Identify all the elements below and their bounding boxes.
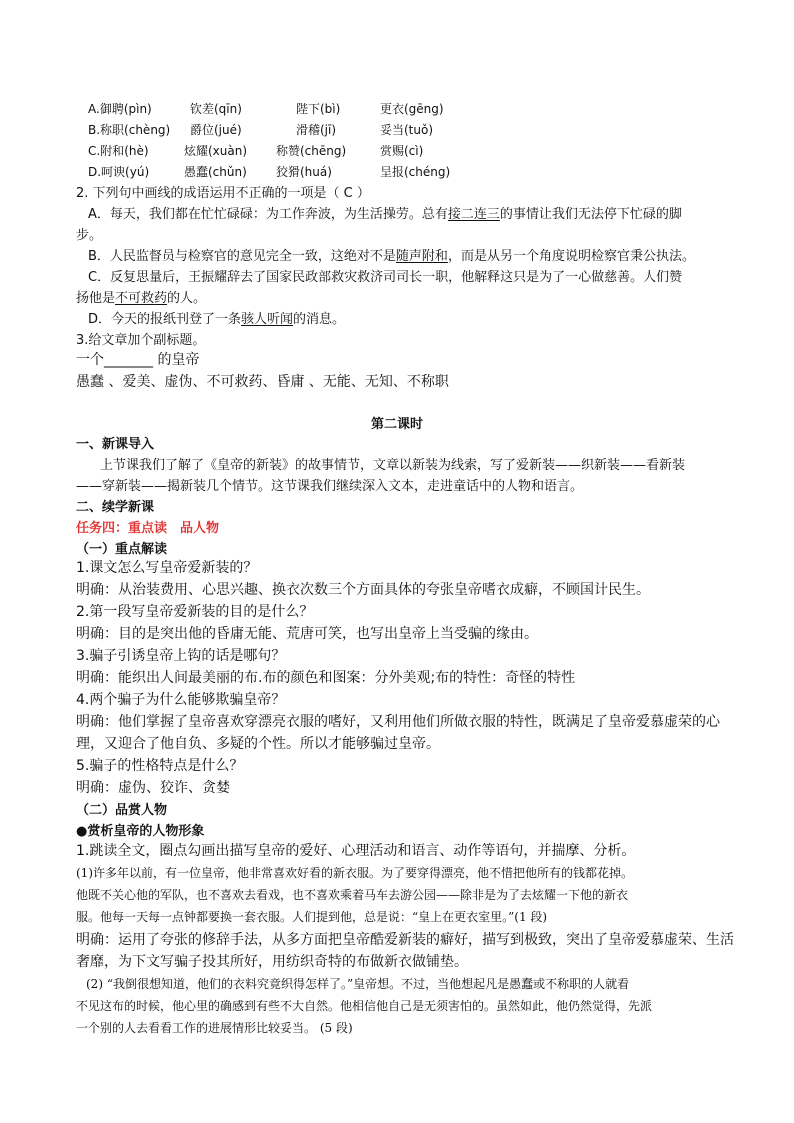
choice-item: D.呵谀(yú) <box>88 165 150 179</box>
quote-line: 一个别的人去看看工作的进展情形比较妥当。 (5 段) <box>76 1021 353 1035</box>
quote-line: 不见这布的时候，他心里的确感到有些不大自然。他相信他自己是无须害怕的。虽然如此，他仍然觉得，先派 <box>76 999 653 1013</box>
choice-item: 陛下(bì) <box>296 102 341 116</box>
subtitle-blank-line: 一个_______ 的皇帝 <box>76 352 200 368</box>
bullet-heading: ●赏析皇帝的人物形象 <box>76 824 205 839</box>
task-prompt: 1.跳读全文，圈点勾画出描写皇帝的爱好、心理活动和语言、动作等语句，并揣摩、分析。 <box>76 843 636 859</box>
choice-item: C.附和(hè) <box>88 144 149 158</box>
choice-item: B.称职(chèng) <box>88 123 171 137</box>
choice-item: 爵位(jué) <box>190 123 242 137</box>
underlined-idiom: 接二连三 <box>447 207 500 222</box>
choice-item: A.御聘(pìn) <box>88 102 152 116</box>
list-item: 明确：从治装费用、心思兴趣、换衣次数三个方面具体的夸张皇帝嗜衣成癖，不顾国计民生。 <box>76 582 650 598</box>
subsection-heading: （二）品赏人物 <box>76 803 168 818</box>
quote-line: 他既不关心他的军队，也不喜欢去看戏，也不喜欢乘着马车去游公园——除非是为了去炫耀一下他的新衣 <box>76 888 629 902</box>
underlined-idiom: 随声附和 <box>395 249 448 264</box>
choice-item: 炫耀(xuàn) <box>184 144 248 158</box>
choice-item: 狡猾(huá) <box>276 165 332 179</box>
question-3-answer: 愚蠢 、爱美、虚伪、不可救药、昏庸 、无能、无知、不称职 <box>76 374 449 390</box>
list-item: 明确：虚伪、狡诈、贪婪 <box>76 780 230 796</box>
answer-paragraph: 明确：运用了夸张的修辞手法，从多方面把皇帝酷爱新装的癖好，描写到极致，突出了皇帝爱慕虚荣、生活 <box>76 932 734 948</box>
option-a: A．每天，我们都在忙忙碌碌：为工作奔波，为生活操劳。总有接二连三的事情让我们无法停下忙碌的脚 <box>88 207 682 222</box>
question-3-title: 3.给文章加个副标题。 <box>76 333 206 348</box>
option-a-continued: 步。 <box>76 228 103 243</box>
underlined-idiom: 骇人听闻 <box>241 312 294 327</box>
list-item: 明确：能织出人间最美丽的布.布的颜色和图案：分外美观;布的特性：奇怪的特性 <box>76 670 576 686</box>
section-heading: 一、新课导入 <box>76 437 155 452</box>
subsection-heading: （一）重点解读 <box>76 542 168 557</box>
underlined-idiom: 不可救药 <box>115 291 168 306</box>
option-c-continued: 扬他是不可救药的人。 <box>76 291 207 306</box>
list-item: 明确：目的是突出他的昏庸无能、荒唐可笑，也写出皇帝上当受骗的缘由。 <box>76 626 538 642</box>
quote-line: (1)许多年以前，有一位皇帝，他非常喜欢好看的新衣服。为了要穿得漂亮，他不惜把他所有的钱都花掉。 <box>76 866 634 880</box>
choice-item: 赏赐(cì) <box>380 144 424 158</box>
choice-item: 钦差(qīn) <box>190 102 242 116</box>
section-title: 第二课时 <box>370 417 423 432</box>
question-2-stem: 2. 下列句中画线的成语运用不正确的一项是（ C ） <box>76 186 370 201</box>
choice-item: 妥当(tuǒ) <box>380 123 434 137</box>
list-item: 5.骗子的性格特点是什么？ <box>76 758 244 774</box>
answer-letter: C <box>343 186 353 201</box>
option-c: C．反复思量后，王振耀辞去了国家民政部救灾救济司司长一职，他解释这只是为了一心做慈善。人们赞 <box>88 270 683 285</box>
list-item: 2.第一段写皇帝爱新装的目的是什么？ <box>76 604 314 620</box>
choice-item: 愚蠢(chǔn) <box>184 165 247 179</box>
task-heading: 任务四：重点读 品人物 <box>76 521 220 536</box>
list-item: 4.两个骗子为什么能够欺骗皇帝？ <box>76 692 286 708</box>
option-b: B．人民监督员与检察官的意见完全一致，这绝对不是随声附和，而是从另一个角度说明检察官秉公执法。 <box>88 249 695 264</box>
option-d: D．今天的报纸刊登了一条骇人听闻的消息。 <box>88 312 346 327</box>
list-item: 1.课文怎么写皇帝爱新装的？ <box>76 560 258 576</box>
choice-item: 更衣(gēng) <box>380 102 444 116</box>
choice-item: 呈报(chéng) <box>380 165 451 179</box>
answer-paragraph-continued: 奢靡，为下文写骗子投其所好，用纺织奇特的布做新衣做铺垫。 <box>76 954 468 970</box>
list-item: 理，又迎合了他自负、多疑的个性。所以才能够骗过皇帝。 <box>76 736 440 752</box>
fill-blank: _______ <box>104 352 153 368</box>
choice-item: 滑稽(jī) <box>296 123 337 137</box>
section-heading: 二、续学新课 <box>76 500 155 515</box>
intro-paragraph: 上节课我们了解了《皇帝的新装》的故事情节，文章以新装为线索，写了爱新装——织新装——看新装 <box>100 458 686 473</box>
quote-line: 服。他每一天每一点钟都要换一套衣服。人们提到他，总是说：“皇上在更衣室里。”(1 段) <box>76 910 548 924</box>
choice-item: 称赞(chēng) <box>276 144 347 158</box>
list-item: 3.骗子引诱皇帝上钩的话是哪句？ <box>76 648 286 664</box>
list-item: 明确：他们掌握了皇帝喜欢穿漂亮衣服的嗜好，又利用他们所做衣服的特性，既满足了皇帝爱慕虚荣的心 <box>76 714 720 730</box>
quote-line: (2) “我倒很想知道，他们的衣料究竟织得怎样了。”皇帝想。不过，当他想起凡是愚蠢或不称职的人就看 <box>86 977 630 991</box>
intro-paragraph-continued: ——穿新装——揭新装几个情节。这节课我们继续深入文本，走进童话中的人物和语言。 <box>76 479 584 494</box>
